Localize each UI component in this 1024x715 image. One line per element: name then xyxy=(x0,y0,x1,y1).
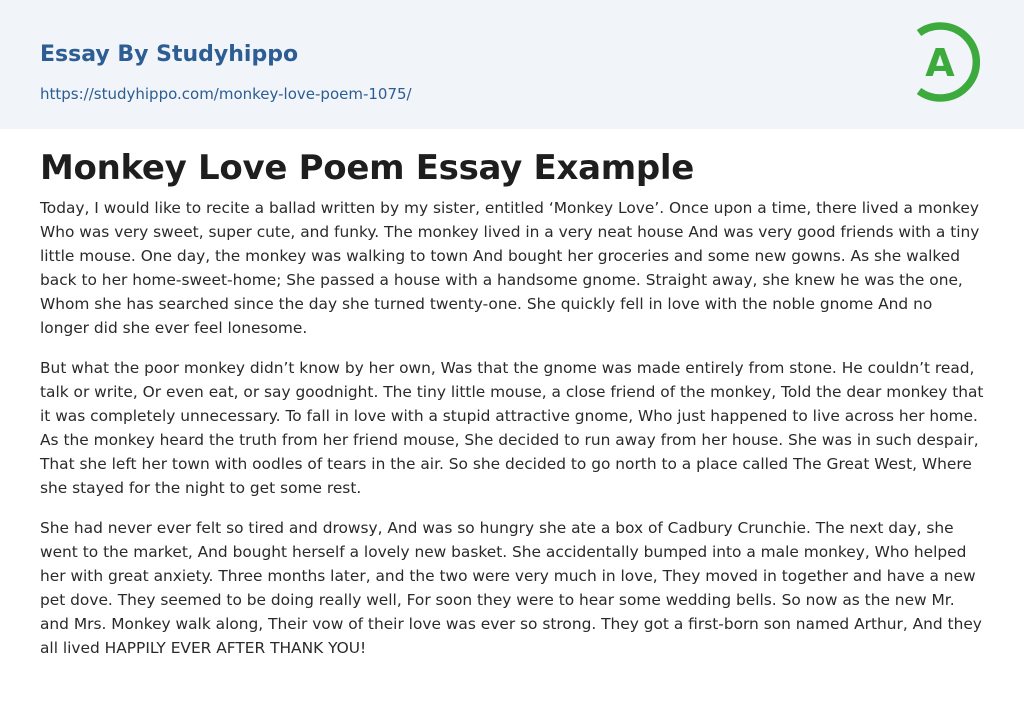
page-title: Monkey Love Poem Essay Example xyxy=(40,148,695,188)
studyhippo-logo-icon[interactable] xyxy=(912,19,986,105)
paragraph-2: But what the poor monkey didn’t know by her own, Was that the gnome was made entirely from stone. He couldn’t read, talk or write, Or even eat, or say goodnight. The tiny little mouse, a close friend of the monkey, Told the dear monkey that it was completely unnecessary. To fall in love with a stupid attractive gnome, Who just happened to live across her home. As the monkey heard the truth from her friend mouse, She decided to run away from her house. She was in such despair, That she left her town with oodles of tears in the air. So she decided to go north to a place called The Great West, Where she stayed for the night to get some rest. xyxy=(40,359,984,497)
article-body xyxy=(40,147,984,676)
site-brand-title[interactable]: Essay By Studyhippo xyxy=(40,42,299,67)
site-header xyxy=(0,0,1024,129)
logo-letter: A xyxy=(925,41,955,85)
paragraph-3: She had never ever felt so tired and drowsy, And was so hungry she ate a box of Cadbury Crunchie. The next day, she went to the market, And bought herself a lovely new basket. She accidentally bumped into a male monkey, Who helped her with great anxiety. Three months later, and the two were very much in love, They moved in together and have a new pet dove. They seemed to be doing really well, For soon they were to hear some wedding bells. So now as the new Mr. and Mrs. Monkey walk along, Their vow of their love was ever so strong. They got a first-born son named Arthur, And they all lived HAPPILY EVER AFTER THANK YOU! xyxy=(40,519,982,657)
paragraph-1: Today, I would like to recite a ballad written by my sister, entitled ‘Monkey Love’. Once upon a time, there lived a monkey Who was very sweet, super cute, and funky. The monkey lived in a very neat house And was very good friends with a tiny little mouse. One day, the monkey was walking to town And bought her groceries and some new gowns. As she walked back to her home-sweet-home; She passed a house with a handsome gnome. Straight away, she knew he was the one, Whom she has searched since the day she turned twenty-one. She quickly fell in love with the noble gnome And no longer did she ever feel lonesome. xyxy=(40,199,980,337)
source-url-link[interactable]: https://studyhippo.com/monkey-love-poem-1075/ xyxy=(40,85,412,103)
